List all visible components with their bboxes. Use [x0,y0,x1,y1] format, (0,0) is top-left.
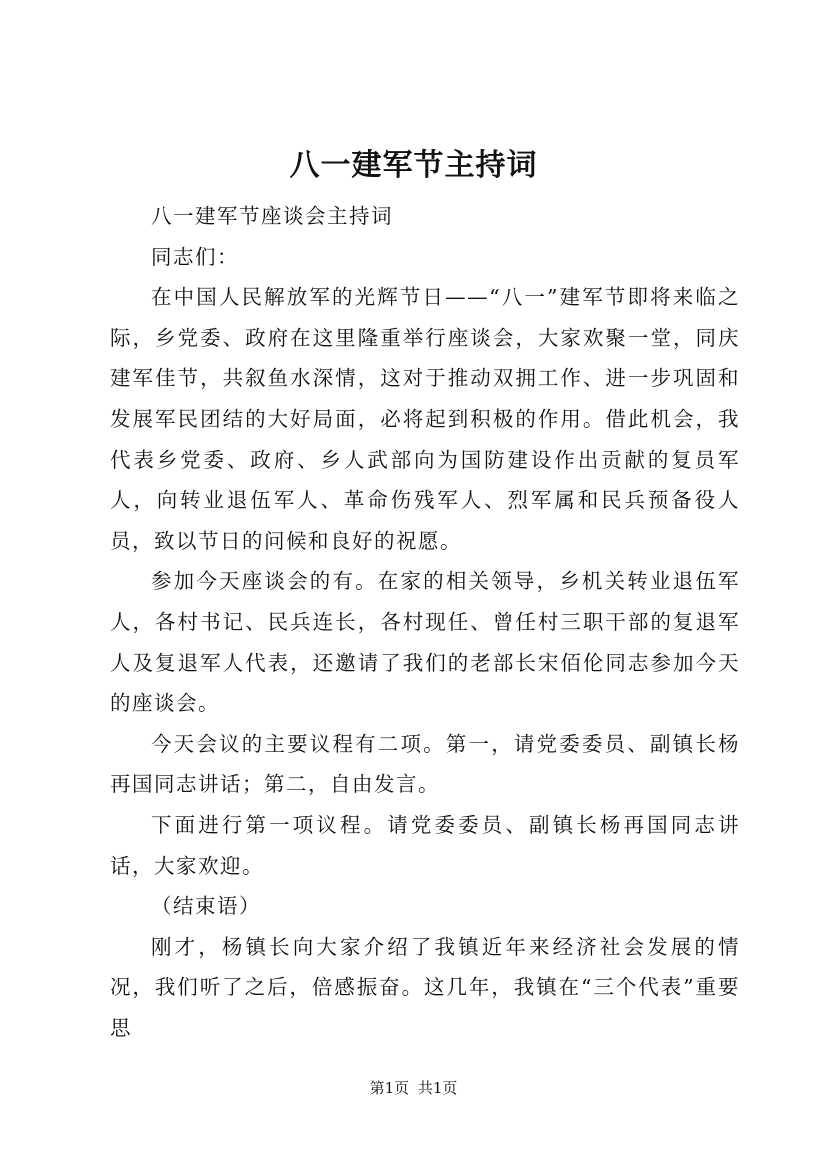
closing-heading: （结束语） [151,894,261,919]
document-title: 八一建军节主持词 [289,148,538,183]
body-paragraph: 刚才，杨镇长向大家介绍了我镇近年来经济社会发展的情况，我们听了之后，倍感振奋。这几年，我镇在“三个代表”重要思 [110,934,740,1040]
page-footer [0,1078,827,1098]
body-paragraph: 今天会议的主要议程有二项。第一，请党委委员、副镇长杨再国同志讲话；第二，自由发言。 [110,731,740,797]
page-number: 第1页 [369,1079,410,1097]
body-paragraph: 参加今天座谈会的有。在家的相关领导，乡机关转业退伍军人，各村书记、民兵连长，各村现任、曾任村三职干部的复退军人及复退军人代表，还邀请了我们的老部长宋佰伦同志参加今天的座谈会。 [110,569,740,716]
page-total: 共1页 [417,1079,458,1097]
body-paragraph: 在中国人民解放军的光辉节日——“八一”建军节即将来临之际，乡党委、政府在这里隆重举行座谈会，大家欢聚一堂，同庆建军佳节，共叙鱼水深情，这对于推动双拥工作、进一步巩固和发展军民团结的大好局面，必将起到积极的作用。借此机会，我代表乡党委、政府、乡人武部向为国防建设作出贡献的复员军人，向转业退伍军人、革命伤残军人、烈军属和民兵预备役人员，致以节日的问候和良好的祝愿。 [110,285,740,553]
subtitle-paragraph: 八一建军节座谈会主持词 [151,204,393,228]
document-body [110,196,740,1048]
body-paragraph: 下面进行第一项议程。请党委委员、副镇长杨再国同志讲话，大家欢迎。 [110,812,740,878]
salutation-paragraph: 同志们： [151,244,239,269]
